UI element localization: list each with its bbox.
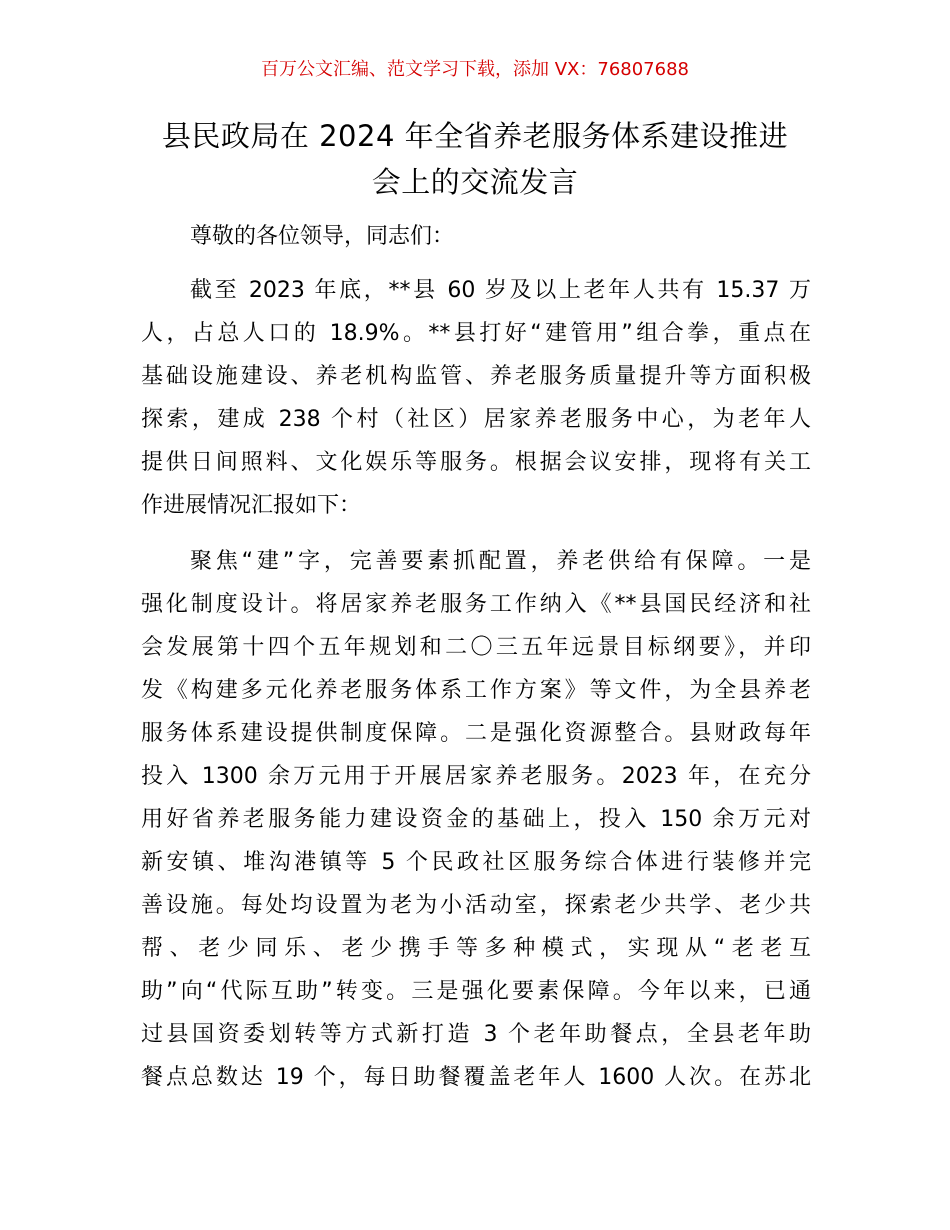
paragraph-line: 过县国资委划转等方式新打造 3 个老年助餐点，全县老年助	[141, 1022, 811, 1047]
paragraph-line: 发《构建多元化养老服务体系工作方案》等文件，为全县养老	[141, 678, 811, 703]
paragraph-line: 强化制度设计。将居家养老服务工作纳入《**县国民经济和社	[141, 592, 811, 617]
paragraph-line: 截至 2023 年底，**县 60 岁及以上老年人共有 15.37 万	[190, 278, 811, 303]
greeting: 尊敬的各位领导，同志们：	[190, 224, 455, 249]
paragraph-line: 探索，建成 238 个村（社区）居家养老服务中心，为老年人	[141, 407, 811, 432]
paragraph-line: 用好省养老服务能力建设资金的基础上，投入 150 余万元对	[141, 807, 811, 832]
header-download-note: 百万公文汇编、范文学习下载，添加 VX：76807688	[261, 59, 689, 80]
paragraph-line: 聚焦“建”字，完善要素抓配置，养老供给有保障。一是	[190, 549, 811, 574]
paragraph-2	[141, 540, 811, 1099]
paragraph-1	[141, 269, 811, 527]
title-line-2: 会上的交流发言	[371, 165, 579, 199]
paragraph-line: 助”向“代际互助”转变。三是强化要素保障。今年以来，已通	[141, 979, 811, 1004]
paragraph-line: 服务体系建设提供制度保障。二是强化资源整合。县财政每年	[141, 721, 811, 746]
paragraph-line: 作进展情况汇报如下：	[141, 493, 362, 518]
document-title	[130, 113, 820, 205]
paragraph-line: 会发展第十四个五年规划和二〇三五年远景目标纲要》，并印	[141, 635, 811, 660]
paragraph-line: 基础设施建设、养老机构监管、养老服务质量提升等方面积极	[141, 364, 811, 389]
title-line-1: 县民政局在 2024 年全省养老服务体系建设推进	[161, 119, 789, 153]
paragraph-line: 提供日间照料、文化娱乐等服务。根据会议安排，现将有关工	[141, 450, 811, 475]
paragraph-line: 善设施。每处均设置为老为小活动室，探索老少共学、老少共	[141, 893, 811, 918]
paragraph-line: 帮、老少同乐、老少携手等多种模式，实现从“老老互	[141, 936, 811, 961]
paragraph-line: 人，占总人口的 18.9%。**县打好“建管用”组合拳，重点在	[141, 321, 811, 346]
paragraph-line: 餐点总数达 19 个，每日助餐覆盖老年人 1600 人次。在苏北	[141, 1065, 811, 1090]
paragraph-line: 投入 1300 余万元用于开展居家养老服务。2023 年，在充分	[141, 764, 811, 789]
paragraph-line: 新安镇、堆沟港镇等 5 个民政社区服务综合体进行装修并完	[141, 850, 811, 875]
